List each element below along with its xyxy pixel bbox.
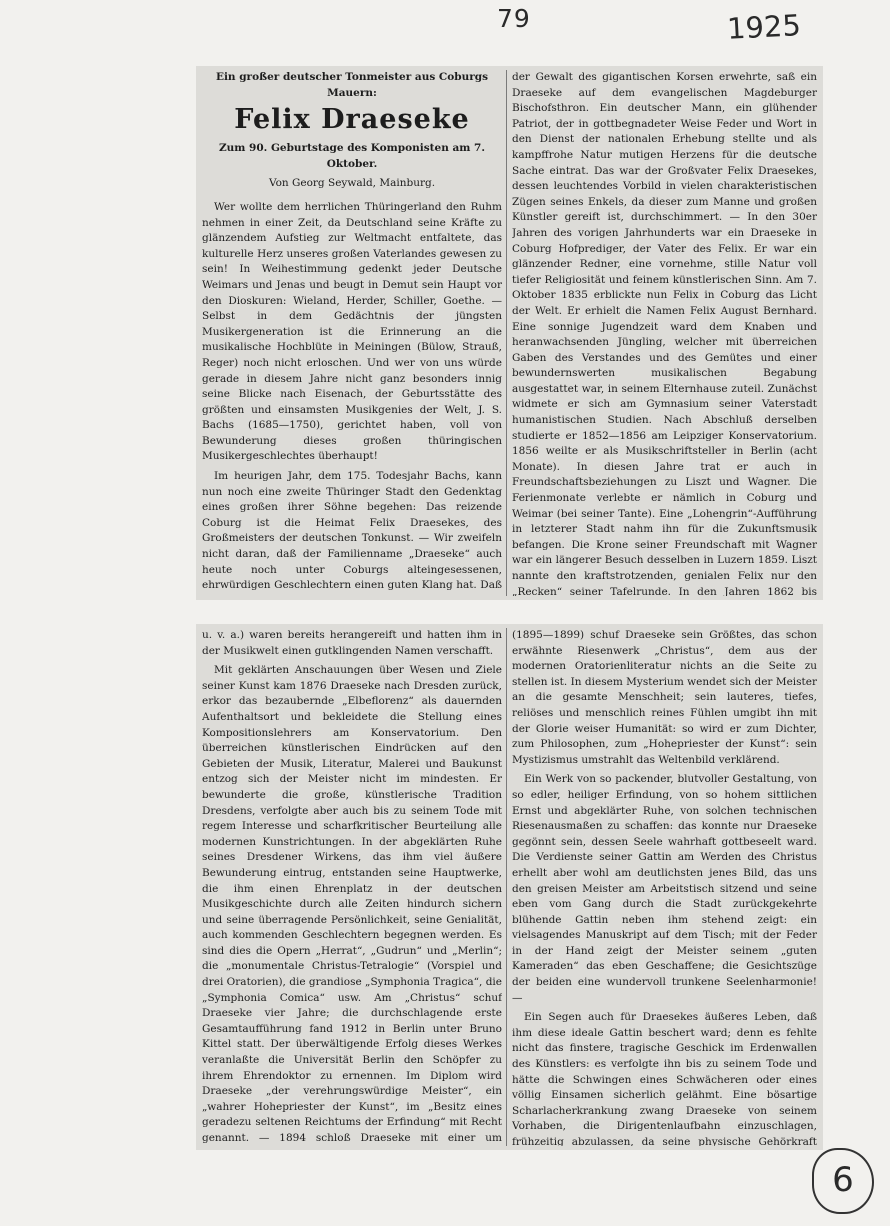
paragraph: Mit geklärten Anschauungen über Wesen und Ziele seiner Kunst kam 1876 Draeseke nach Dresden zurück, erkor das bezaubernde „Elbeflorenz“ als dauernden Aufenthaltsort und bekleidete die Stellung eines Kompositionslehrers am Konservatorium. Den überreichen künstlerischen Eindrücken auf den Gebieten der Musik, Literatur, Malerei und Baukunst entzog sich der Meister nicht im mindesten. Er bewunderte die große, künstlerische Tradition Dresdens, verfolgte aber auch bis zu seinem Tode mit regem Interesse und scharfkritischer Beurteilung alle modernen Kunstrichtungen. In der abgeklärten Ruhe seines Dresdener Wirkens, das ihm viel äußere Bewunderung eintrug, entstanden seine Hauptwerke, die ihm einen Ehrenplatz in der deutschen Musikgeschichte durch alle Zeiten hindurch sichern und seine überragende Persönlichkeit, seine Genialität, auch kommenden Geschlechtern begegnen werden. Es sind dies die Opern „Herrat“, „Gudrun“ und „Merlin“; die „monumentale Christus-Tetralogie“ (Vorspiel und drei Oratorien), die grandiose „Symphonia Tragica“, die „Symphonia Comica“ usw. Am „Christus“ schuf Draeseke vier Jahre; die durchschlagende erste Gesamtaufführung fand 1912 in Berlin unter Bruno Kittel statt. Der überwältigende Erfolg dieses Werkes veranlaßte die Universität Berlin den Schöpfer zu ihrem Ehrendoktor zu ernennen. Im Diplom wird Draeseke „der verehrungswürdige Meister“, ein „wahrer Hohepriester der Kunst“, im „Besitz eines geradezu seltenen Reichtums der Erfindung“ mit Recht genannt. — 1894 schloß Draeseke mit einer um: [202, 664, 502, 1144]
newspaper-clipping-top: [196, 66, 823, 600]
newspaper-clipping-bottom: [196, 624, 823, 1150]
circled-sheet-number: 6: [812, 1148, 874, 1214]
article-column-left: [202, 70, 502, 596]
paragraph: der Gewalt des gigantischen Korsen erwehrte, saß ein Draeseke auf dem evangelischen Magdeburger Bischofsthron. Ein deutscher Mann, ein glühender Patriot, der in gottbegnadeter Weise Feder und Wort in den Dienst der nationalen Erhebung stellte und als kampffrohe Natur mutigen Herzens für die deutsche Sache eintrat. Das war der Großvater Felix Draesekes, dessen leuchtendes Vorbild in vielen charakteristischen Zügen seines Enkels, da dieser zum Manne und großen Künstler gereift ist, durchschimmert. — In den 30er Jahren des vorigen Jahrhunderts war ein Draeseke in Coburg Hofprediger, der Vater des Felix. Er war ein glänzender Redner, eine vornehme, stille Natur voll tiefer Religiosität und feinem künstlerischen Sinn. Am 7. Oktober 1835 erblickte nun Felix in Coburg das Licht der Welt. Er erhielt die Namen Felix August Bernhard. Eine sonnige Jugendzeit ward dem Knaben und heranwachsenden Jüngling, welcher mit überreichen Gaben des Verstandes und des Gemütes und einer bewundernswerten musikalischen Begabung ausgestattet war, in seinem Elternhause zuteil. Zunächst widmete er sich am Gymnasium seiner Vaterstadt humanistischen Studien. Nach Abschluß derselben studierte er 1852—1856 am Leipziger Konservatorium. 1856 weilte er als Musikschriftsteller in Berlin (acht Monate). In diesen Jahre trat er auch in Freundschaftsbeziehungen zu Liszt und Wagner. Die Ferienmonate verlebte er nämlich in Coburg und Weimar (bei seiner Tante). Eine „Lohengrin“-Aufführung in letzterer Stadt nahm ihn für die Zukunftsmusik befangen. Die Krone seiner Freundschaft mit Wagner war ein längerer Besuch desselben in Luzern 1859. Liszt nannte den kraftstrotzenden, genialen Felix nur den „Recken“ seiner Tafelrunde. In den Jahren 1862 bis: [512, 71, 817, 596]
article-column-left: [202, 628, 502, 1146]
paragraph: Ein Segen auch für Draesekes äußeres Leben, daß ihm diese ideale Gattin beschert ward; denn es fehlte nicht das finstere, tragische Geschick im Erdenwallen des Künstlers: es verfolgte ihn bis zu seinem Tode und hätte die Schwingen eines Schwächeren oder eines völlig Einsamen sicherlich gelähmt. Eine bösartige Scharlacherkrankung zwang Draeseke von seinem Vorhaben, die Dirigentenlaufbahn einzuschlagen, frühzeitig abzulassen, da seine physische Gehörkraft: [512, 1011, 817, 1146]
handwritten-year-note: 1925: [726, 8, 802, 46]
column-rule: [506, 70, 507, 596]
paragraph: Im heurigen Jahr, dem 175. Todesjahr Bachs, kann nun noch eine zweite Thüringer Stadt den Gedenktag eines großen ihrer Söhne begehen: Das reizende Coburg ist die Heimat Felix Draesekes, des Großmeisters der deutschen Tonkunst. — Wir zweifeln nicht daran, daß der Familienname „Draeseke“ auch heute noch unter Coburgs alteingesessenen, ehrwürdigen Geschlechtern einen guten Klang hat. Daß: [202, 470, 502, 592]
article-column-right: [512, 628, 817, 1146]
column-rule: [506, 628, 507, 1146]
page-number: 79: [497, 4, 531, 33]
article-byline: Von Georg Seywald, Mainburg.: [268, 177, 436, 190]
paragraph: (1895—1899) schuf Draeseke sein Größtes, das schon erwähnte Riesenwerk „Christus“, dem aus der modernen Oratorienliteratur nichts an die Seite zu stellen ist. In diesem Mysterium wendet sich der Meister an die gesamte Menschheit; sein lauteres, tiefes, reliöses und menschlich reines Fühlen umgibt ihn mit der Glorie weiser Humanität: so wird er zum Dichter, zum Philosophen, zum „Hohepriester der Kunst“: sein Mystizismus umstrahlt das Weltenbild verklärend.: [512, 629, 817, 766]
article-kicker: Ein großer deutscher Tonmeister aus Coburgs Mauern:: [215, 71, 489, 99]
paragraph: u. v. a.) waren bereits herangereift und hatten ihm in der Musikwelt einen gutklingenden Namen verschafft.: [202, 629, 502, 657]
article-title: Felix Draeseke: [234, 104, 470, 136]
article-column-right: [512, 70, 817, 596]
article-subtitle: Zum 90. Geburtstage des Komponisten am 7. Oktober.: [218, 142, 486, 170]
paragraph: Wer wollte dem herrlichen Thüringerland den Ruhm nehmen in einer Zeit, da Deutschland seine Kräfte zu glänzendem Aufstieg zur Weltmacht entfaltete, das kulturelle Herz unseres großen Vaterlandes gewesen zu sein! In Weihestimmung gedenkt jeder Deutsche Weimars und Jenas und beugt in Demut sein Haupt vor den Dioskuren: Wieland, Herder, Schiller, Goethe. — Selbst in dem Gedächtnis der jüngsten Musikergeneration ist die Erinnerung an die musikalische Hochblüte in Meiningen (Bülow, Strauß, Reger) noch nicht erloschen. Und wer von uns würde gerade in diesem Jahre nicht ganz besonders innig seine Blicke nach Eisenach, der Geburtsstätte des größten und einsamsten Musikgenies der Welt, J. S. Bachs (1685—1750), gerichtet haben, voll von Bewunderung dieses großen thüringischen Musikergeschlechtes überhaupt!: [202, 200, 502, 463]
paragraph: Ein Werk von so packender, blutvoller Gestaltung, von so edler, heiliger Erfindung, von so hohem sittlichen Ernst und abgeklärter Ruhe, von solchen technischen Riesenausmaßen zu schaffen: das konnte nur Draeseke gegönnt sein, dessen Seele wahrhaft gottbeseelt ward. Die Verdienste seiner Gattin am Werden des Christus erhellt aber wohl am deutlichsten jenes Bild, das uns den greisen Meister am Arbeitstisch sitzend und seine eben vom Gang durch die Stadt zurückgekehrte blühende Gattin neben ihm stehend zeigt: ein vielsagendes Manuskript auf dem Tisch; mit der Feder in der Hand zeigt der Meister seinem „guten Kameraden“ das eben Geschaffene; die Gesichtszüge der beiden eine wundervoll trunkene Seelenharmonie! —: [512, 773, 817, 1004]
